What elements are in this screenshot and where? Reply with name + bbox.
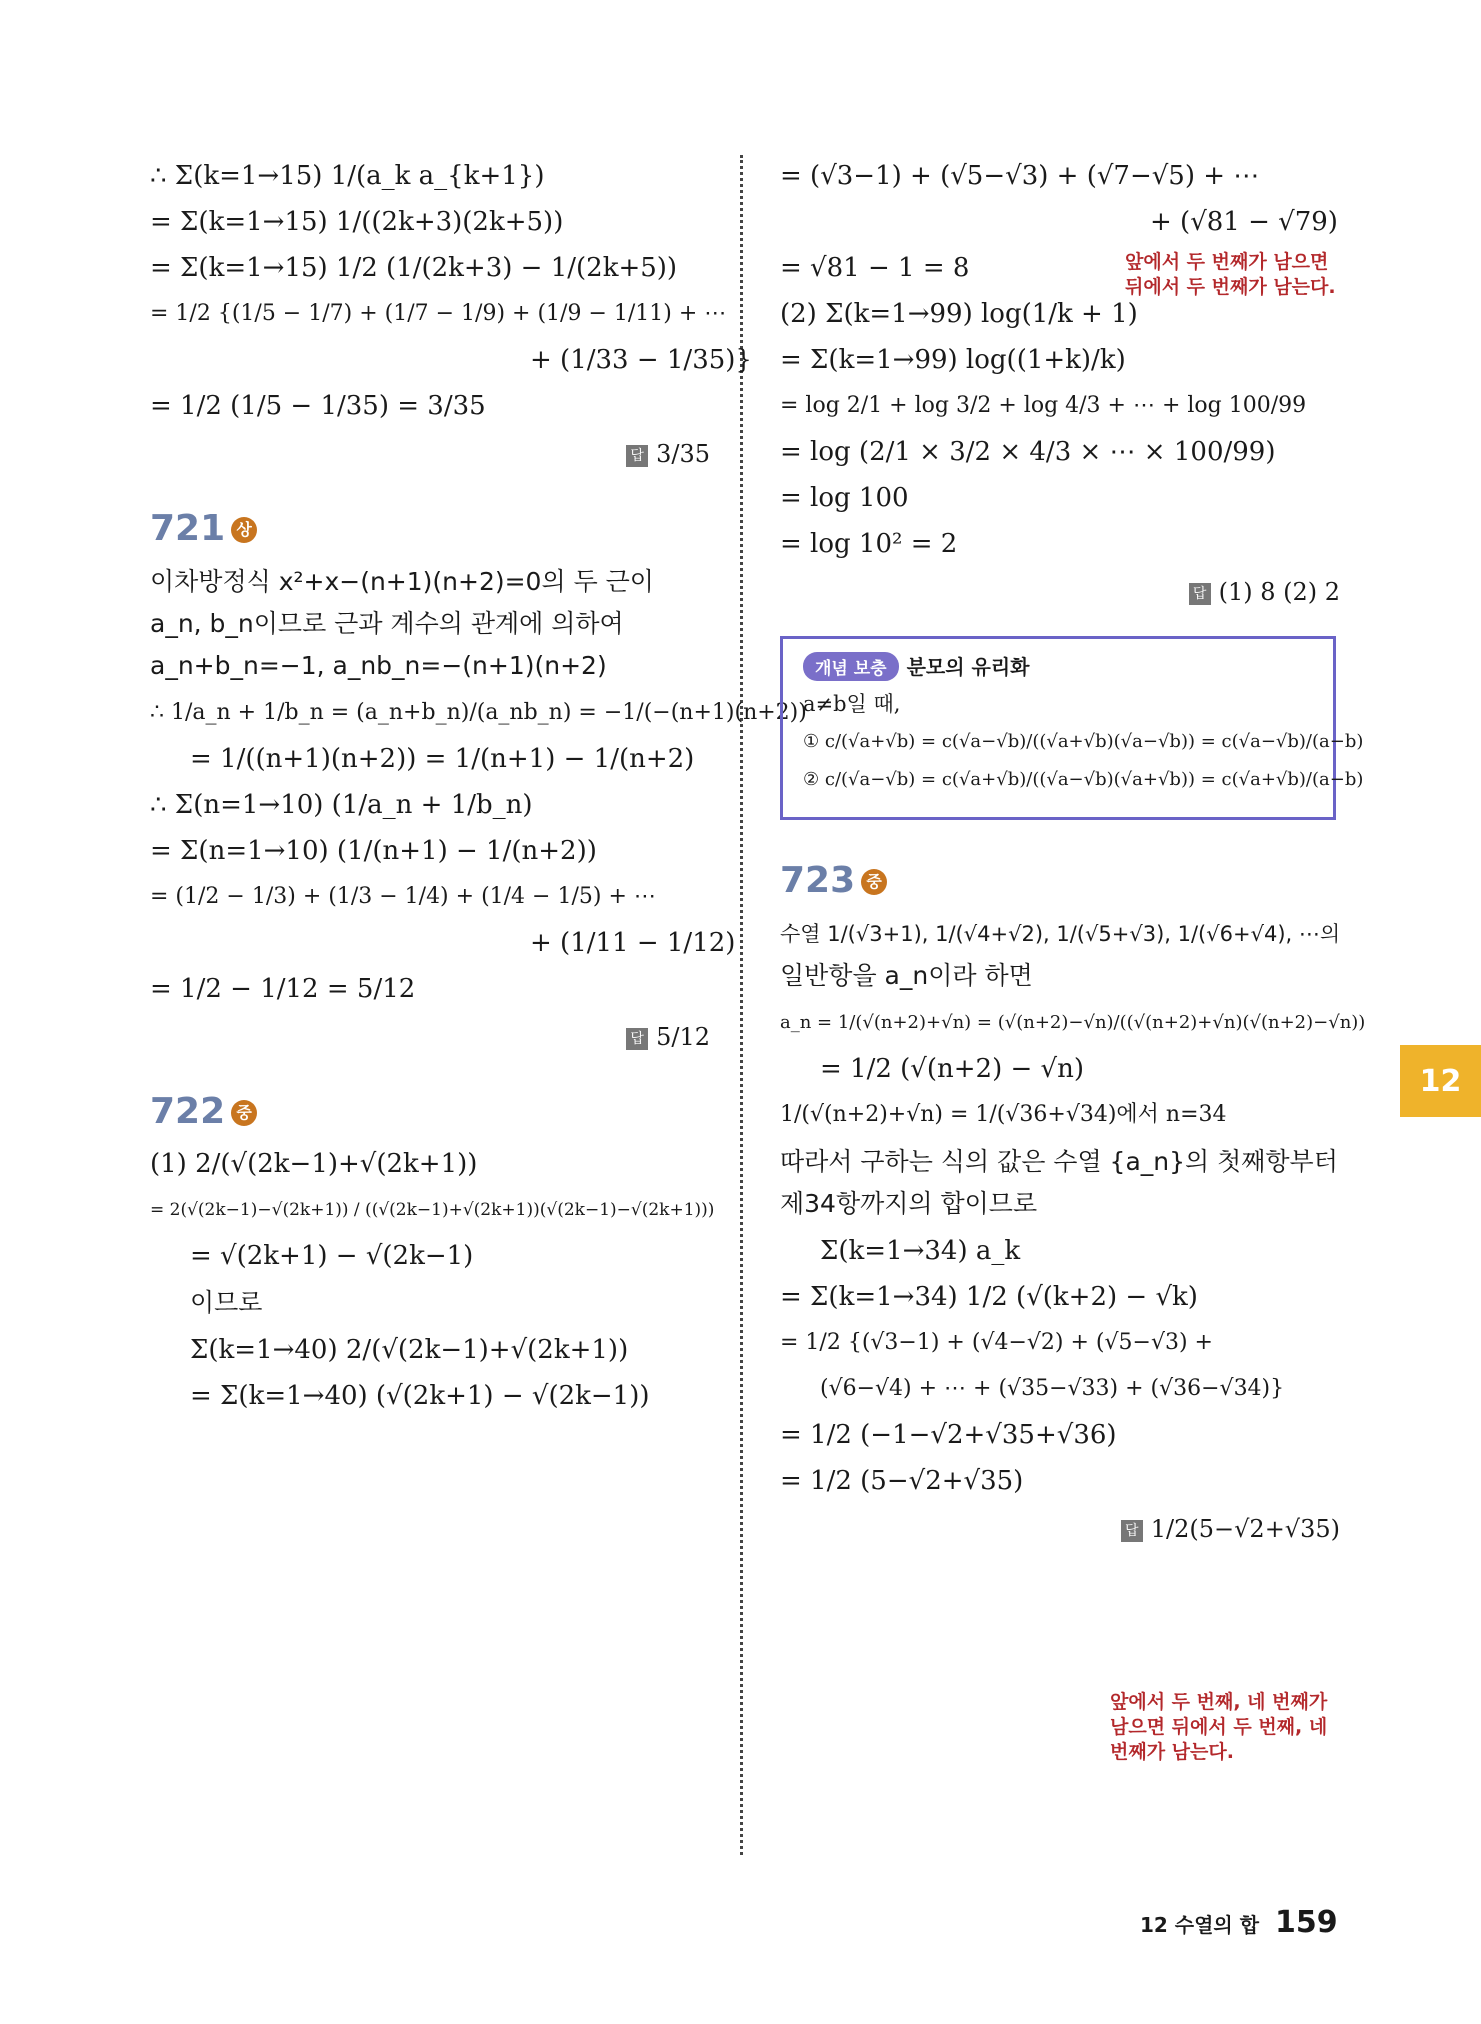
eq-line: Σ(k=1→34) a_k	[820, 1236, 1021, 1266]
note-line: 뒤에서 두 번째가 남는다.	[1125, 276, 1336, 298]
answer-value: 5/12	[656, 1023, 710, 1051]
eq-line: = Σ(k=1→99) log((1+k)/k)	[780, 345, 1126, 375]
body-text: 제34항까지의 합이므로	[780, 1189, 1038, 1218]
answer-tag-icon: 답	[1121, 1520, 1143, 1542]
body-text: a_n, b_n이므로 근과 계수의 관계에 의하여	[150, 609, 624, 638]
eq-line: = log 100	[780, 483, 909, 513]
chapter-side-tab: 12	[1400, 1045, 1481, 1117]
page-footer	[1140, 1905, 1338, 1940]
note-line: 앞에서 두 번째가 남으면	[1125, 251, 1329, 273]
eq-line: = Σ(k=1→15) 1/((2k+3)(2k+5))	[150, 207, 564, 237]
eq-line: (2) Σ(k=1→99) log(1/k + 1)	[780, 299, 1138, 329]
eq-line: = 1/2 (√(n+2) − √n)	[820, 1054, 1084, 1084]
concept-line: a≠b일 때,	[803, 692, 901, 716]
answer-value: 3/35	[656, 440, 710, 468]
difficulty-badge: 중	[861, 869, 887, 895]
concept-title: 분모의 유리화	[906, 655, 1030, 679]
eq-line: = 1/2 (1/5 − 1/35) = 3/35	[150, 391, 486, 421]
body-text: 이차방정식 x²+x−(n+1)(n+2)=0의 두 근이	[150, 567, 654, 596]
eq-line: (1) 2/(√(2k−1)+√(2k+1))	[150, 1149, 478, 1179]
concept-box-header	[803, 651, 1313, 681]
answer-723	[780, 1515, 1340, 1543]
problem-number: 721	[150, 508, 226, 549]
note-line: 앞에서 두 번째, 네 번째가	[1110, 1691, 1328, 1713]
body-text: 따라서 구하는 식의 값은 수열 {a_n}의 첫째항부터	[780, 1147, 1338, 1176]
eq-line: ∴ Σ(k=1→15) 1/(a_k a_{k+1})	[150, 161, 545, 191]
eq-line: = log (2/1 × 3/2 × 4/3 × ⋯ × 100/99)	[780, 437, 1276, 467]
right-column	[780, 150, 1366, 1557]
margin-note-2	[1110, 1690, 1327, 1765]
answer-720	[150, 440, 710, 468]
body-text: 수열 1/(√3+1), 1/(√4+√2), 1/(√5+√3), 1/(√6+√4), ⋯의	[780, 922, 1341, 946]
concept-box	[780, 636, 1364, 820]
eq-line: = Σ(n=1→10) (1/(n+1) − 1/(n+2))	[150, 836, 597, 866]
column-divider	[740, 155, 743, 1855]
margin-note-1	[1125, 250, 1336, 300]
problem-number-722	[150, 1091, 710, 1132]
eq-line: = Σ(k=1→15) 1/2 (1/(2k+3) − 1/(2k+5))	[150, 253, 678, 283]
eq-line: = log 2/1 + log 3/2 + log 4/3 + ⋯ + log 100/99	[780, 393, 1307, 418]
eq-line: = 1/2 {(1/5 − 1/7) + (1/7 − 1/9) + (1/9 − 1/11) + ⋯	[150, 301, 727, 326]
eq-line: Σ(k=1→40) 2/(√(2k−1)+√(2k+1))	[190, 1335, 629, 1365]
concept-badge: 개념 보충	[803, 652, 899, 681]
eq-line: = √81 − 1 = 8	[780, 253, 970, 283]
chapter-title: 12 수열의 합	[1140, 1913, 1260, 1937]
problem-number: 722	[150, 1091, 226, 1132]
answer-tag-icon: 답	[626, 1028, 648, 1050]
note-line: 남으면 뒤에서 두 번째, 네	[1110, 1716, 1328, 1738]
eq-line: + (√81 − √79)	[1150, 207, 1338, 237]
eq-line: = 2(√(2k−1)−√(2k+1)) / ((√(2k−1)+√(2k+1))(√(2k−1)−√(2k+1)))	[150, 1200, 715, 1220]
problem-number-721	[150, 508, 710, 549]
eq-line: = 1/((n+1)(n+2)) = 1/(n+1) − 1/(n+2)	[190, 744, 695, 774]
eq-line: = (1/2 − 1/3) + (1/3 − 1/4) + (1/4 − 1/5) + ⋯	[150, 884, 656, 909]
eq-line: = 1/2 (5−√2+√35)	[780, 1466, 1024, 1496]
problem-number: 723	[780, 860, 856, 901]
answer-722	[780, 578, 1340, 606]
concept-line: ① c/(√a+√b) = c(√a−√b)/((√a+√b)(√a−√b)) = c(√a−√b)/(a−b)	[803, 731, 1364, 752]
eq-line: a_n = 1/(√(n+2)+√n) = (√(n+2)−√n)/((√(n+2)+√n)(√(n+2)−√n))	[780, 1012, 1366, 1033]
eq-line: + (1/11 − 1/12)	[530, 928, 736, 958]
eq-line: = log 10² = 2	[780, 529, 958, 559]
eq-line: + (1/33 − 1/35)}	[530, 345, 752, 375]
page-number: 159	[1275, 1905, 1338, 1940]
eq-line: 1/(√(n+2)+√n) = 1/(√36+√34)에서 n=34	[780, 1102, 1227, 1127]
note-line: 번째가 남는다.	[1110, 1741, 1234, 1763]
eq-line: = (√3−1) + (√5−√3) + (√7−√5) + ⋯	[780, 161, 1260, 191]
eq-line: ∴ Σ(n=1→10) (1/a_n + 1/b_n)	[150, 790, 533, 820]
body-text: 이므로	[190, 1288, 263, 1317]
eq-line: ∴ 1/a_n + 1/b_n = (a_n+b_n)/(a_nb_n) = −1/(−(n+1)(n+2))	[150, 700, 807, 725]
eq-line: = 1/2 − 1/12 = 5/12	[150, 974, 416, 1004]
left-column	[150, 150, 807, 1422]
eq-line: = 1/2 (−1−√2+√35+√36)	[780, 1420, 1117, 1450]
body-text: 일반항을 a_n이라 하면	[780, 961, 1033, 990]
eq-line: = 1/2 {(√3−1) + (√4−√2) + (√5−√3) +	[780, 1330, 1213, 1355]
problem-number-723	[780, 860, 1340, 901]
difficulty-badge: 상	[231, 517, 257, 543]
eq-line: (√6−√4) + ⋯ + (√35−√33) + (√36−√34)}	[820, 1376, 1285, 1401]
answer-721	[150, 1023, 710, 1051]
difficulty-badge: 중	[231, 1100, 257, 1126]
concept-line: ② c/(√a−√b) = c(√a+√b)/((√a−√b)(√a+√b)) = c(√a+√b)/(a−b)	[803, 769, 1364, 790]
eq-line: = Σ(k=1→34) 1/2 (√(k+2) − √k)	[780, 1282, 1198, 1312]
eq-line: = √(2k+1) − √(2k−1)	[190, 1241, 474, 1271]
answer-tag-icon: 답	[626, 445, 648, 467]
eq-line: = Σ(k=1→40) (√(2k+1) − √(2k−1))	[190, 1381, 650, 1411]
answer-value: 1/2(5−√2+√35)	[1150, 1515, 1340, 1543]
answer-tag-icon: 답	[1189, 583, 1211, 605]
answer-value: (1) 8 (2) 2	[1218, 578, 1340, 606]
body-text: a_n+b_n=−1, a_nb_n=−(n+1)(n+2)	[150, 651, 607, 680]
